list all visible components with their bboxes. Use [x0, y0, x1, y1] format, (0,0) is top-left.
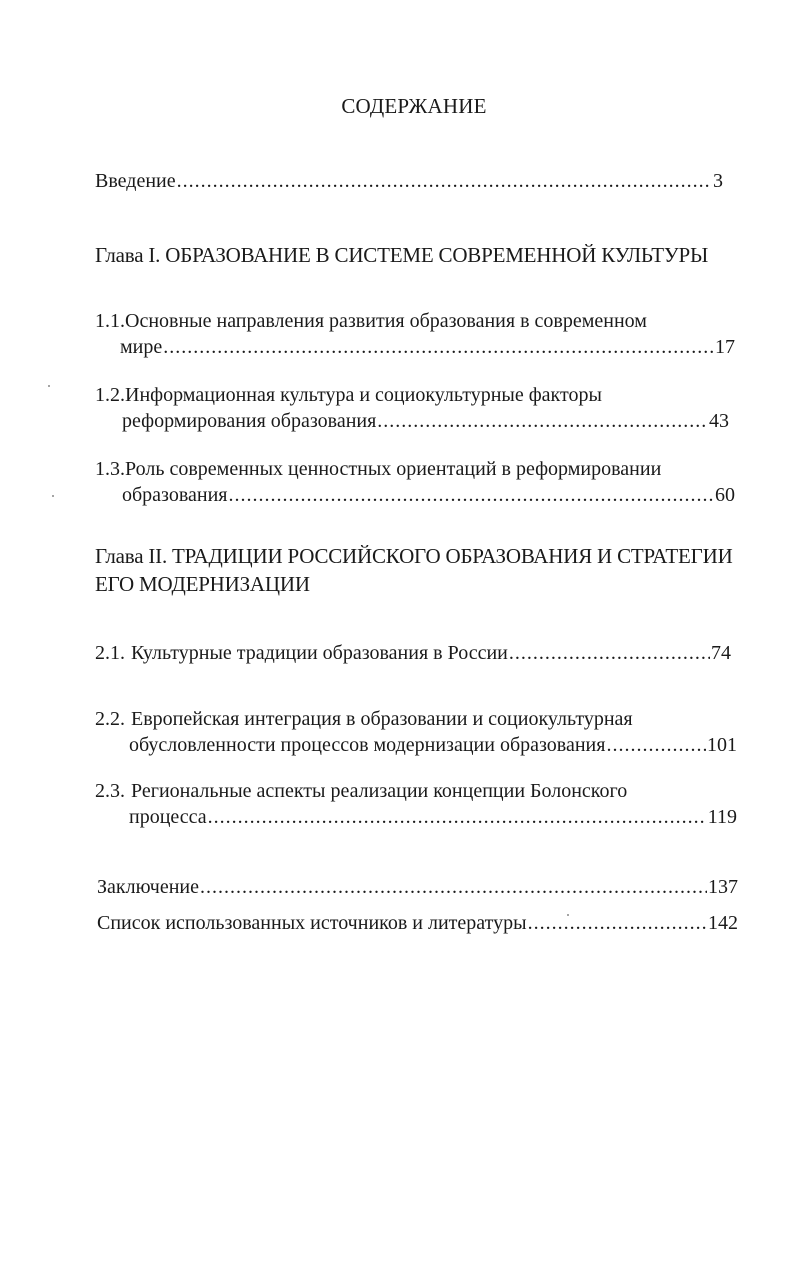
- toc-entry-label: Список использованных источников и литературы: [97, 912, 527, 934]
- chapter-title-line2: ЕГО МОДЕРНИЗАЦИИ: [95, 572, 310, 596]
- toc-entry-label: Введение: [95, 170, 176, 192]
- toc-page-number: 43: [709, 410, 729, 432]
- toc-page-number: 74: [711, 642, 731, 664]
- toc-entry-1-3: [95, 456, 735, 508]
- section-title-line1: Основные направления развития образования в современном: [125, 310, 647, 332]
- section-title-line2: реформирования образования: [122, 410, 377, 432]
- leader-dots: [163, 334, 714, 360]
- leader-dots: [606, 732, 706, 758]
- toc-page-number: 17: [715, 336, 735, 358]
- section-number: 1.2.: [95, 384, 125, 406]
- toc-entry-1-2: [95, 382, 729, 434]
- leader-dots: [509, 640, 710, 666]
- section-number: 2.1.: [95, 642, 125, 664]
- scan-speck: [48, 385, 50, 387]
- chapter-1-heading: [95, 241, 755, 269]
- leader-dots: [200, 874, 707, 900]
- toc-page-number: 142: [708, 912, 738, 934]
- scan-speck: [52, 495, 54, 497]
- section-title-line1: Роль современных ценностных ориентаций в реформировании: [125, 458, 662, 480]
- leader-dots: [528, 910, 707, 936]
- section-title-line1: Европейская интеграция в образовании и социокультурная: [131, 708, 633, 730]
- toc-entry-label: Заключение: [97, 876, 199, 898]
- section-title-line2: обусловленности процессов модернизации образования: [129, 734, 606, 756]
- toc-entry-sources: [97, 910, 738, 936]
- leader-dots: [377, 408, 708, 434]
- section-title-line1: Региональные аспекты реализации концепции Болонского: [131, 780, 628, 802]
- section-number: 2.2.: [95, 708, 125, 730]
- chapter-title-line1: Глава II. ТРАДИЦИИ РОССИЙСКОГО ОБРАЗОВАНИЯ И СТРАТЕГИИ: [95, 544, 733, 568]
- leader-dots: [229, 482, 715, 508]
- toc-page-number: 60: [715, 484, 735, 506]
- toc-page-number: 101: [707, 734, 737, 756]
- section-number: 1.1.: [95, 310, 125, 332]
- section-title-line2: мире: [120, 336, 163, 358]
- section-title-line2: образования: [122, 484, 228, 506]
- toc-entry-1-1: [95, 308, 735, 360]
- section-title: Культурные традиции образования в России: [131, 642, 508, 664]
- toc-entry-2-3: [95, 778, 737, 830]
- toc-page-number: 137: [708, 876, 738, 898]
- chapter-title: Глава I. ОБРАЗОВАНИЕ В СИСТЕМЕ СОВРЕМЕННОЙ КУЛЬТУРЫ: [95, 243, 709, 267]
- chapter-2-heading: [95, 542, 755, 598]
- toc-entry-conclusion: [97, 874, 738, 900]
- toc-entry-2-1: [95, 640, 731, 666]
- section-number: 1.3.: [95, 458, 125, 480]
- toc-entry-2-2: [95, 706, 737, 758]
- section-title-line1: Информационная культура и социокультурные факторы: [125, 384, 602, 406]
- scan-speck: [567, 914, 569, 916]
- toc-entry-intro: [95, 168, 723, 194]
- toc-page-number: 119: [707, 806, 737, 828]
- section-title-line2: процесса: [129, 806, 207, 828]
- page-title: СОДЕРЖАНИЕ: [341, 94, 487, 118]
- toc-page-number: 3: [713, 170, 723, 192]
- leader-dots: [208, 804, 707, 830]
- section-number: 2.3.: [95, 780, 125, 802]
- leader-dots: [177, 168, 712, 194]
